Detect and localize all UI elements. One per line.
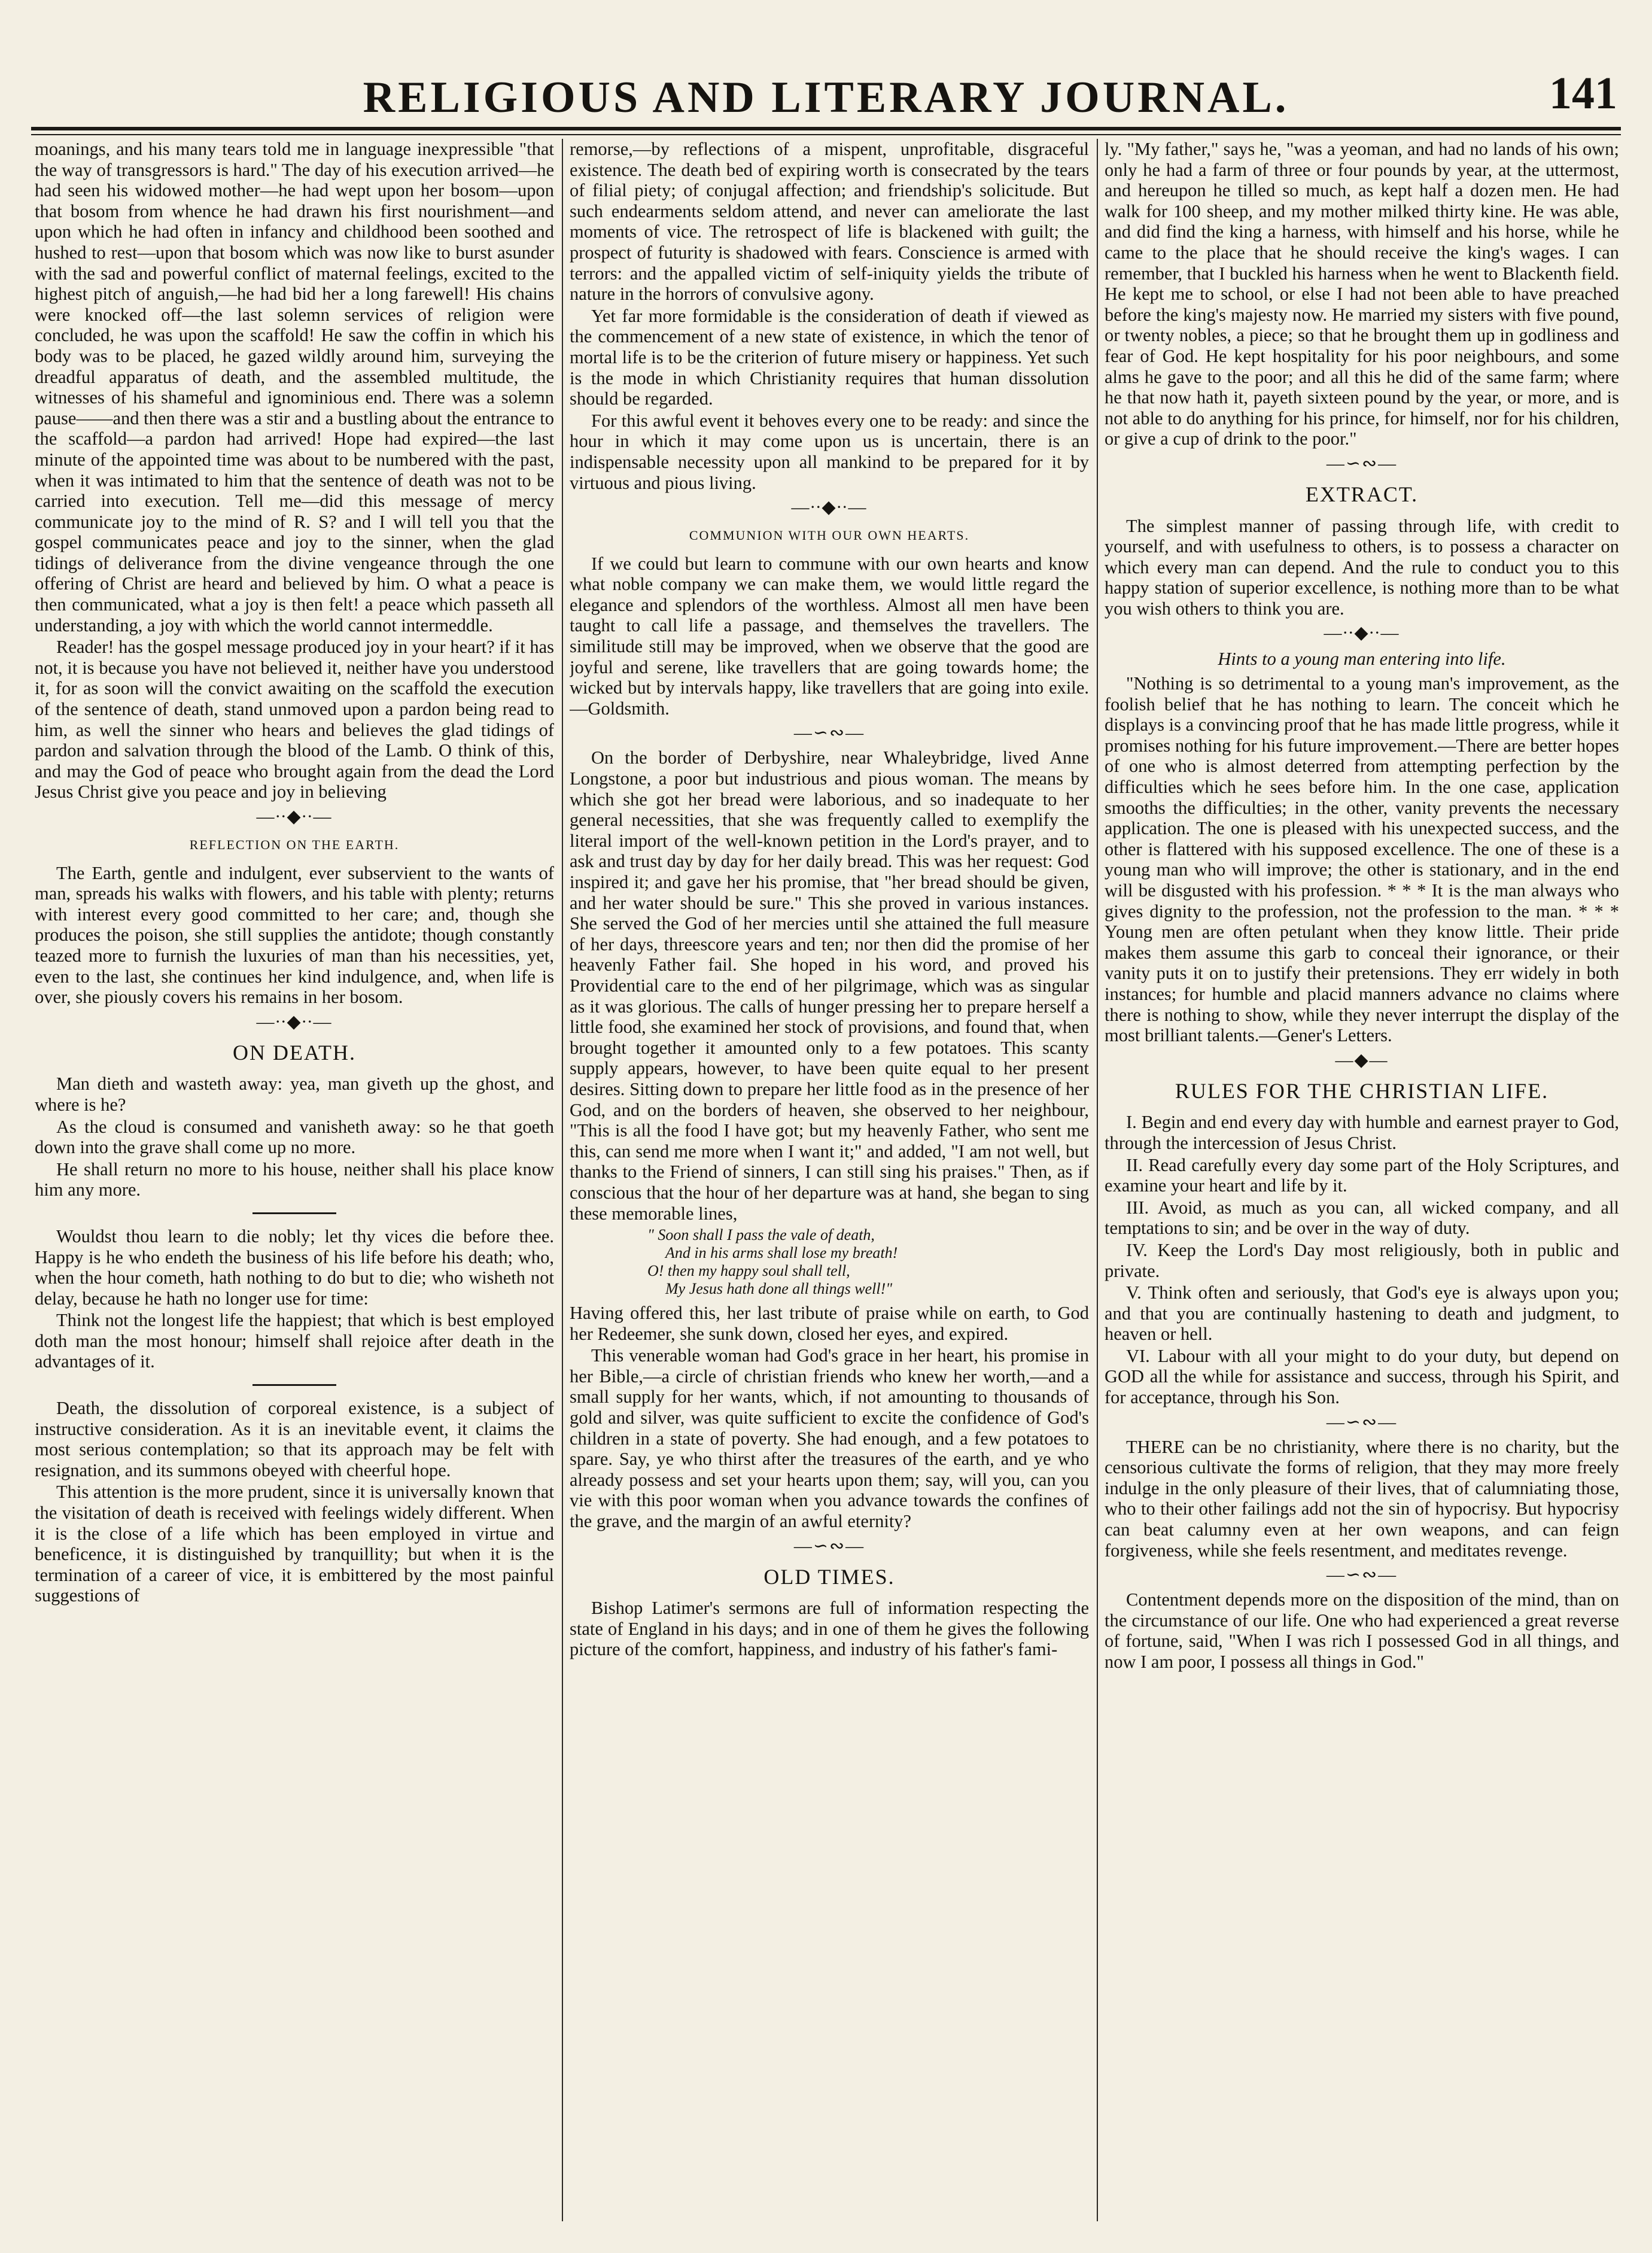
paragraph: Yet far more formidable is the consideration of death if viewed as the commencement of a new state of existence, in which the tenor of mortal life is to be the criterion of future misery or happiness. Yet such is the mode in which Christianity requires that human dissolution should be regarded. [570, 305, 1089, 409]
journal-title: RELIGIOUS AND LITERARY JOURNAL. [363, 73, 1289, 122]
short-rule-divider [252, 1384, 336, 1386]
paragraph: For this awful event it behoves every one to be ready: and since the hour in which it may come upon us is uncertain, there is an indispensable necessity upon all mankind to be prepared for it by virtuous and pious living. [570, 410, 1089, 493]
list-item: V. Think often and seriously, that God's eye is always upon you; and that you are continually hastening to death and judgment, to heaven or hell. [1105, 1282, 1619, 1345]
verse-line: " Soon shall I pass the vale of death, [647, 1226, 875, 1244]
section-heading: ON DEATH. [233, 1040, 356, 1065]
column-left [35, 139, 554, 2227]
list-item: VI. Labour with all your might to do your duty, but depend on GOD all the while for assistance and success, through his Spirit, and for acceptance, through his Son. [1105, 1345, 1619, 1408]
page-header [31, 57, 1621, 123]
paragraph: moanings, and his many tears told me in language inexpressible "that the way of transgressors is hard." The day of his execution arrived—he had seen his widowed mother—he had wept upon her bosom—upon that bosom from whence he had drawn his first nourishment—and upon which he had often in infancy and childhood been soothed and hushed to rest—upon that bosom which was now like to burst asunder with the sad and powerful conflict of maternal feelings, excited to the highest pitch of anguish,—he had bid her a long farewell! His chains were knocked off—the last solemn services of religion were concluded, he was upon the scaffold! He saw the coffin in which his body was to be placed, he gazed wildly around him, surveying the dreadful apparatus of death, and the assembled multitude, the witnesses of his shameful and ignominious end. There was a solemn pause——and then there was a stir and a bustling about the entrance to the scaffold—a pardon had arrived! Hope had expired—the last minute of the appointed time was about to be numbered with the past, when it was intimated to him that the sentence of death was not to be carried into execution. Tell me—did this message of mercy communicate joy to the mind of R. S? and I will tell you that the gospel communicates peace and joy to the sinner, when the glad tidings of deliverance from the divine vengeance through the one offering of Christ are heard and believed by him. O what a peace is then communicated, what a joy is then felt! a peace which passeth all understanding, a joy with which the world cannot intermeddle. [35, 139, 554, 636]
paragraph: Man dieth and wasteth away: yea, man giveth up the ghost, and where is he? [35, 1074, 554, 1115]
list-item: I. Begin and end every day with humble and earnest prayer to God, through the intercession of Jesus Christ. [1105, 1112, 1619, 1153]
paragraph: Reader! has the gospel message produced joy in your heart? if it has not, it is because you have not believed it, neither have you understood it, for as soon will the convict awaiting on the scaffold the execution of the sentence of death, stand unmoved upon a pardon being read to him, as well the sinner who hears and believes the glad tidings of pardon and salvation through the blood of the Lamb. O think of this, and may the God of peace who brought again from the dead the Lord Jesus Christ give you peace and joy in believing [35, 637, 554, 802]
paragraph: "Nothing is so detrimental to a young man's improvement, as the foolish belief that he has nothing to learn. The conceit which he displays is a convincing proof that he has made little progress, while it promises nothing for his future improvement.—There are better hopes of one who is almost deterred from attempting perfection by the difficulties which he sees before him. In the one case, application smooths the difficulties; in the other, vanity prevents the necessary application. The one is pleased with his unexpected success, and the other is flattered with his supposed excellence. The one of these is a young man who will improve; the other is stationary, and in the end will be disgusted with his profession. * * * It is the man always who gives dignity to the profession, not the profession to the man. * * * Young men are often petulant when they know little. Their pride makes them assume this garb to conceal their ignorance, or their vanity puts it on to justify their pretensions. They err widely in both instances; for humble and placid manners advance no claims where there is nothing to show, while they never interrupt the display of the most brilliant talents.—Gener's Letters. [1105, 673, 1619, 1046]
list-item: III. Avoid, as much as you can, all wicked company, and all temptations to sin; and be over in the way of duty. [1105, 1197, 1619, 1239]
section-heading: OLD TIMES. [763, 1564, 895, 1589]
list-item: IV. Keep the Lord's Day most religiously, both in public and private. [1105, 1239, 1619, 1281]
paragraph: If we could but learn to commune with our own hearts and know what noble company we can make them, we would little regard the elegance and splendors of the worthless. Almost all men have been taught to call life a passage, and themselves the travellers. The similitude still may be improved, when we observe that the good are joyful and serene, like travellers that are going towards home; the wicked but by intervals happy, like travellers that are going into exile.—Goldsmith. [570, 553, 1089, 719]
verse-line: And in his arms shall lose my breath! [665, 1244, 898, 1262]
column-middle [570, 139, 1089, 2227]
paragraph: Bishop Latimer's sermons are full of information respecting the state of England in his days; and in one of them he gives the following picture of the comfort, happiness, and industry of his father's fami- [570, 1598, 1089, 1660]
section-heading: REFLECTION ON THE EARTH. [189, 837, 400, 852]
header-rule-thin [31, 134, 1621, 135]
hymn-verse [570, 1226, 1089, 1298]
column-right [1105, 139, 1619, 2227]
ornament-divider: —∽∾— [793, 723, 865, 743]
paragraph: Having offered this, her last tribute of praise while on earth, to God her Redeemer, she sunk down, closed her eyes, and expired. [570, 1303, 1089, 1344]
list-item: II. Read carefully every day some part of the Holy Scriptures, and examine your heart and life by it. [1105, 1154, 1619, 1196]
page-number: 141 [1549, 68, 1617, 118]
rules-list [1105, 1112, 1619, 1407]
ornament-divider: —∙∙◆∙∙— [1324, 623, 1400, 643]
section-heading: RULES FOR THE CHRISTIAN LIFE. [1175, 1078, 1549, 1103]
paragraph: remorse,—by reflections of a mispent, unprofitable, disgraceful existence. The death bed of expiring worth is consecrated by the tears of filial piety; of conjugal affection; and friendship's solicitude. But such endearments seldom attend, and never can ameliorate the last moments of vice. The retrospect of life is blackened with guilt; the prospect of futurity is shadowed with fears. Conscience is armed with terrors: and the appalled victim of self-iniquity yields the tribute of nature in the horrors of convulsive agony. [570, 139, 1089, 305]
ornament-divider: —∽∾— [793, 1536, 865, 1556]
ornament-divider: —◆— [1335, 1050, 1389, 1070]
paragraph: Wouldst thou learn to die nobly; let thy vices die before thee. Happy is he who endeth the business of his life before his death; who, when the hour cometh, hath nothing to do but to die; who wisheth not delay, because he hath no longer use for time: [35, 1226, 554, 1309]
paragraph: Contentment depends more on the disposition of the mind, than on the circumstance of our life. One who had experienced a great reverse of fortune, said, "When I was rich I possessed God in all things, and now I am poor, I possess all things in God." [1105, 1589, 1619, 1672]
paragraph: As the cloud is consumed and vanisheth away: so he that goeth down into the grave shall come up no more. [35, 1116, 554, 1158]
paragraph: Think not the longest life the happiest; that which is best employed doth man the most honour; himself shall rejoice after death in the advantages of it. [35, 1310, 554, 1372]
section-heading: EXTRACT. [1305, 482, 1419, 506]
paragraph: ly. "My father," says he, "was a yeoman, and had no lands of his own; only he had a farm of three or four pounds by year, at the uttermost, and hereupon he tilled so much, as kept half a dozen men. He had walk for 100 sheep, and my mother milked thirty kine. He was able, and did find the king a harness, with himself and his horse, while he came to the place that he should receive the king's wages. I can remember, that I buckled his harness when he went to Blackenth field. He kept me to school, or else I had not been able to have preached before the king's majesty now. He married my sisters with five pound, or twenty nobles, a piece; so that he brought them up in godliness and fear of God. He kept hospitality for his poor neighbours, and some alms he gave to the poor; and all this he did of the same farm; where he that now hath it, payeth sixteen pound by the year, or more, and is not able to do anything for his prince, for himself, nor for his children, or give a cup of drink to the poor." [1105, 139, 1619, 449]
paragraph: He shall return no more to his house, neither shall his place know him any more. [35, 1159, 554, 1200]
ornament-divider: —∙∙◆∙∙— [256, 807, 333, 826]
section-subheading: Hints to a young man entering into life. [1218, 649, 1506, 670]
column-divider [562, 139, 563, 2221]
paragraph: THERE can be no christianity, where there is no charity, but the censorious cultivate the forms of religion, that they may more freely indulge in the only pleasure of their lives, that of calumniating those, who to their other failings add not the sin of hypocrisy. But hypocrisy can beat calumny even at her own weapons, and can feign forgiveness, while she feels resentment, and meditates revenge. [1105, 1436, 1619, 1561]
header-rule-thick [31, 127, 1621, 130]
ornament-divider: —∽∾— [1326, 1412, 1398, 1432]
paragraph: This attention is the more prudent, since it is universally known that the visitation of death is received with feelings widely different. When it is the close of a life which has been employed in virtue and beneficence, it is distinguished by tranquillity; but when it is the termination of a career of vice, it is embittered by the most painful suggestions of [35, 1482, 554, 1606]
ornament-divider: —∙∙◆∙∙— [256, 1011, 333, 1032]
ornament-divider: —∙∙◆∙∙— [791, 497, 868, 518]
paragraph: On the border of Derbyshire, near Whaleybridge, lived Anne Longstone, a poor but industrious and pious woman. The means by which she got her bread were laborious, and so inadequate to her general necessities, that she was frequently called to exemplify the literal import of the well-known petition in the Lord's prayer, and to ask and trust day by day for her daily bread. This was her request: God inspired it; and gave her his promise, that "her bread should be given, and her water should be sure." This she proved in various instances. She served the God of her mercies until she attained the full measure of her days, threescore years and ten; nor then did the promise of her heavenly Father fail. She hoped in his word, and proved his Providential care to the end of her pilgrimage, which was as singular as it was glorious. The calls of hunger pressing her to prepare herself a little food, she examined her stock of provisions, and found that, when brought together it amounted only to a few potatoes. This scanty supply appears, however, to have been quite equal to her present desires. Sitting down to prepare her little food as in the presence of her God, and on the borders of heaven, she observed to her neighbour, "This is all the food I have got; but my heavenly Father, who sent me this, can send me more when I want it;" and added, "I am not well, but thanks to the Friend of sinners, I can still sing his praises." Then, as if conscious that the hour of her departure was at hand, she began to sing these memorable lines, [570, 747, 1089, 1224]
ornament-divider: —∽∾— [1326, 453, 1398, 473]
verse-line: O! then my happy soul shall tell, [647, 1262, 850, 1280]
paragraph: Death, the dissolution of corporeal existence, is a subject of instructive consideration. As it is an inevitable event, it claims the most serious contemplation; so that its approach may be felt with resignation, and its summons obeyed with cheerful hope. [35, 1398, 554, 1480]
ornament-divider: —∽∾— [1326, 1565, 1398, 1585]
section-heading: COMMUNION WITH OUR OWN HEARTS. [689, 528, 970, 543]
column-divider [1097, 139, 1098, 2221]
verse-line: My Jesus hath done all things well!" [665, 1280, 893, 1298]
paragraph: The Earth, gentle and indulgent, ever subservient to the wants of man, spreads his walks with flowers, and his table with plenty; returns with interest every good committed to her care; and, though she produces the poison, she still supplies the antidote; though constantly teazed more to furnish the luxuries of man than his necessities, yet, even to the last, she continues her kind indulgence, and, when life is over, she piously covers his remains in her bosom. [35, 862, 554, 1008]
paragraph: This venerable woman had God's grace in her heart, his promise in her Bible,—a circle of christian friends who knew her worth,—and a small supply for her wants, which, if not amounting to thousands of gold and silver, was quite sufficient to excite the confidence of God's children in a state of poverty. She had enough, and a few potatoes to spare. Say, ye who thirst after the treasures of the earth, and ye who already possess and set your hearts upon them; say, will you, can you vie with this poor woman when you advance towards the confines of the grave, and the margin of an awful eternity? [570, 1345, 1089, 1532]
paragraph: The simplest manner of passing through life, with credit to yourself, and with usefulness to others, is to possess a character on which every man can depend. And the rule to conduct you to this happy station of superior excellence, is nothing more than to be what you wish others to think you are. [1105, 515, 1619, 619]
short-rule-divider [252, 1212, 336, 1214]
